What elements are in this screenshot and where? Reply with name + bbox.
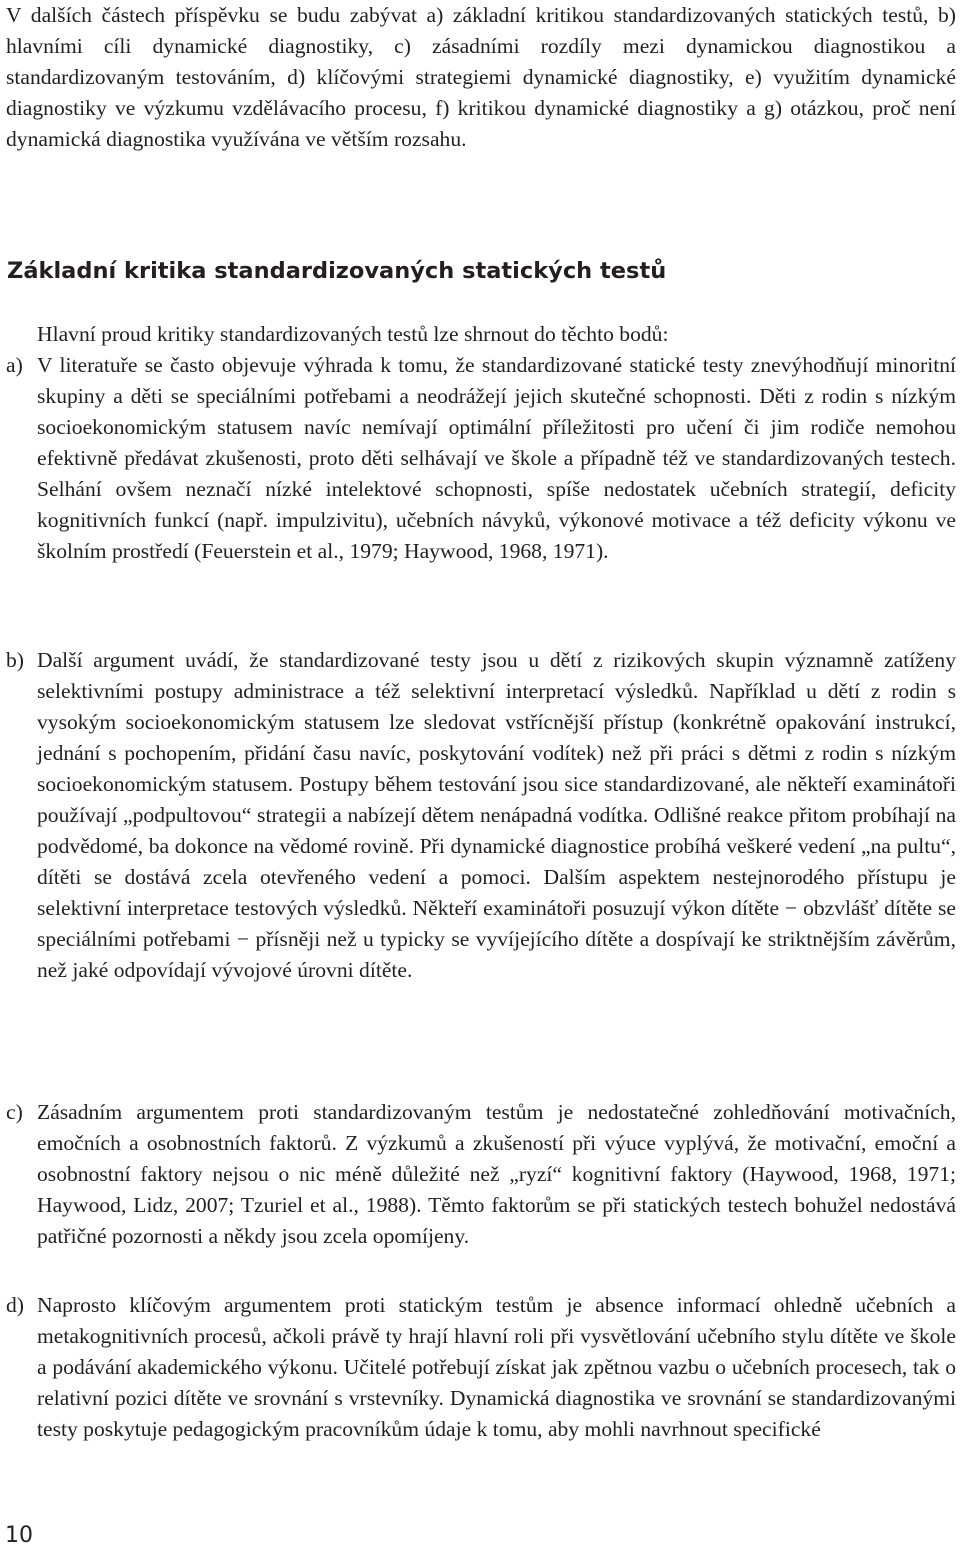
- list-marker-c: c): [6, 1100, 23, 1124]
- section-heading: Základní kritika standardizovaných statických testů: [7, 258, 667, 284]
- list-item-c: [6, 1097, 956, 1252]
- section-lead-sentence: Hlavní proud kritiky standardizovaných testů lze shrnout do těchto bodů:: [37, 322, 669, 346]
- list-item-a: [6, 350, 956, 567]
- list-item-b: [6, 645, 956, 986]
- list-marker-b: b): [6, 648, 24, 672]
- list-item-d: [6, 1290, 956, 1445]
- list-text-c: Zásadním argumentem proti standardizovaným testům je nedostatečné zohledňování motivačních, emočních a osobnostních faktorů. Z výzkumů a zkušeností při výuce vyplývá, že motivační, emoční a osobnostní faktory nejsou o nic méně důležité než „ryzí“ kognitivní faktory (Haywood, 1968, 1971; Haywood, Lidz, 2007; Tzuriel et al., 1988). Těmto faktorům se při statických testech bohužel nedostává patřičné pozornosti a někdy jsou zcela opomíjeny.: [37, 1100, 956, 1248]
- list-marker-d: d): [6, 1293, 24, 1317]
- list-text-d: Naprosto klíčovým argumentem proti statickým testům je absence informací ohledně učebních a metakognitivních procesů, ačkoli právě ty hrají hlavní roli při vysvětlování učebního stylu dítěte ve škole a podávání akademického výkonu. Učitelé potřebují získat jak zpětnou vazbu o učebních procesech, tak o relativní pozici dítěte ve srovnání s vrstevníky. Dynamická diagnostika ve srovnání se standardizovanými testy poskytuje pedagogickým pracovníkům údaje k tomu, aby mohli navrhnout specifické: [37, 1293, 956, 1441]
- page-number: 10: [5, 1523, 33, 1548]
- list-text-b: Další argument uvádí, že standardizované testy jsou u dětí z rizikových skupin významně zatíženy selektivními postupy administrace a též selektivní interpretací výsledků. Například u dětí z rodin s vysokým socioekonomickým statusem lze sledovat vstřícnější přístup (konkrétně opakování instrukcí, jednání s pochopením, přidání času navíc, poskytování vodítek) než při práci s dětmi z rodin s nízkým socioekonomickým statusem. Postupy během testování jsou sice standardizované, ale někteří examinátoři používají „podpultovou“ strategii a nabízejí dětem nenápadná vodítka. Odlišné reakce přitom probíhají na podvědomé, ba dokonce na vědomé rovině. Při dynamické diagnostice probíhá veškeré vedení „na pultu“, dítěti se dostává zcela otevřeného vedení a pomoci. Dalším aspektem nestejnorodého přístupu je selektivní interpretace testových výsledků. Někteří examinátoři posuzují výkon dítěte − obzvlášť dítěte se speciálními potřebami − přísněji než u typicky se vyvíjejícího dítěte a dospívají ke striktnějším závěrům, než jaké odpovídají vývojové úrovni dítěte.: [37, 648, 956, 982]
- intro-paragraph: V dalších částech příspěvku se budu zabývat a) základní kritikou standardizovaných statických testů, b) hlavními cíli dynamické diagnostiky, c) zásadními rozdíly mezi dynamickou diagnostikou a standardizovaným testováním, d) klíčovými strategiemi dynamické diagnostiky, e) využitím dynamické diagnostiky ve výzkumu vzdělávacího procesu, f) kritikou dynamické diagnostiky a g) otázkou, proč není dynamická diagnostika využívána ve větším rozsahu.: [6, 3, 956, 151]
- list-text-a: V literatuře se často objevuje výhrada k tomu, že standardizované statické testy znevýhodňují minoritní skupiny a děti se speciálními potřebami a neodrážejí jejich skutečné schopnosti. Děti z rodin s nízkým socioekonomickým statusem navíc nemívají optimální příležitosti pro učení či jim rodiče nemohou efektivně předávat zkušenosti, proto děti selhávají ve škole a případně též ve standardizovaných testech. Selhání ovšem neznačí nízké intelektové schopnosti, spíše nedostatek učebních strategií, deficity kognitivních funkcí (např. impulzivitu), učebních návyků, výkonové motivace a též deficity výkonu ve školním prostředí (Feuerstein et al., 1979; Haywood, 1968, 1971).: [37, 353, 956, 563]
- list-marker-a: a): [6, 353, 23, 377]
